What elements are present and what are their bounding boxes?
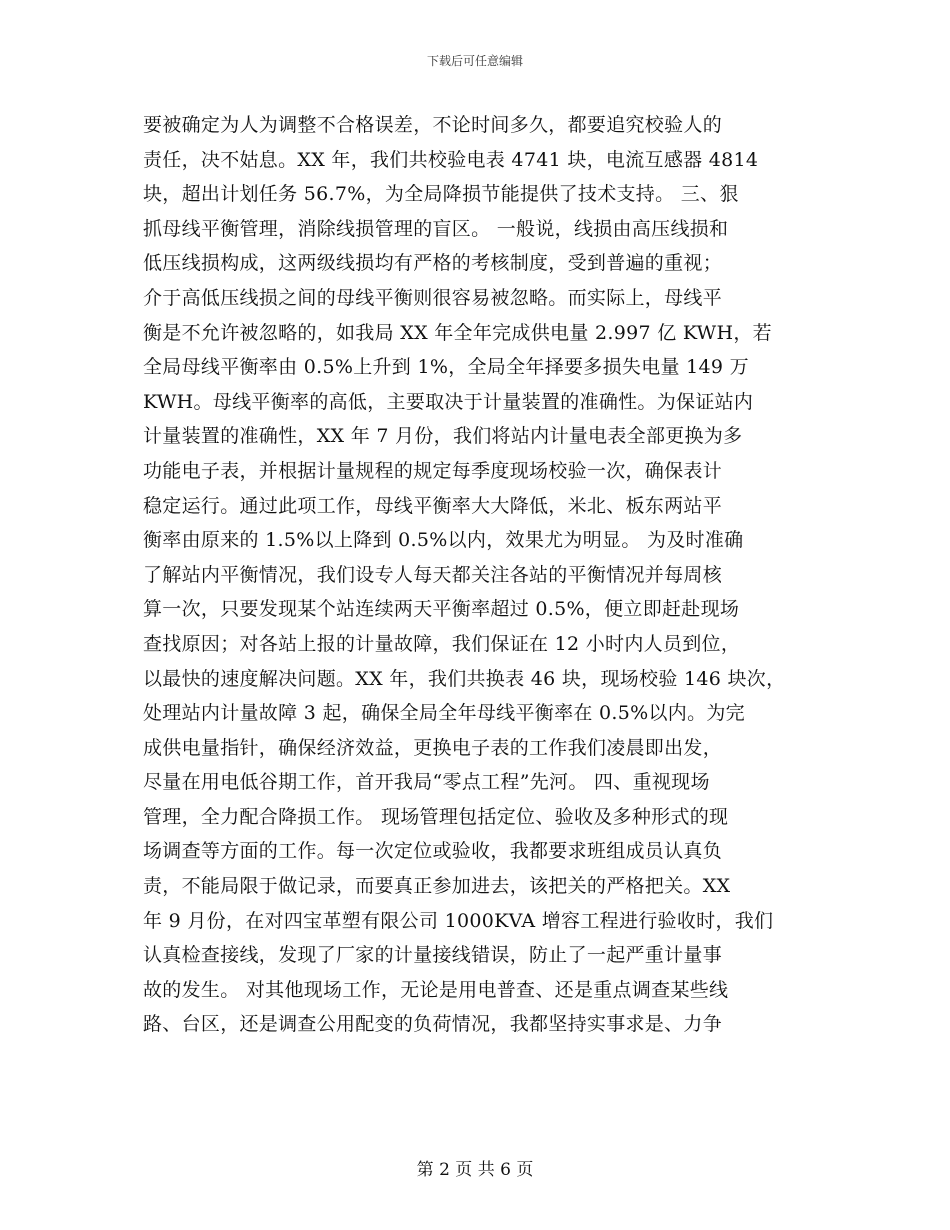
text-line: 路、台区，还是调查公用配变的负荷情况，我都坚持实事求是、力争	[143, 1013, 723, 1036]
text-line: 低压线损构成，这两级线损均有严格的考核制度，受到普遍的重视；	[143, 252, 723, 275]
text-line: 成供电量指针，确保经济效益，更换电子表的工作我们凌晨即出发，	[143, 736, 723, 759]
text-line: 全局母线平衡率由 0.5%上升到 1%，全局全年择要多损失电量 149 万	[143, 356, 749, 379]
text-line: 管理，全力配合降损工作。 现场管理包括定位、验收及多种形式的现	[143, 805, 729, 828]
text-line: 介于高低压线损之间的母线平衡则很容易被忽略。而实际上，母线平	[143, 286, 723, 309]
text-line: 认真检查接线，发现了厂家的计量接线错误，防止了一起严重计量事	[143, 944, 723, 967]
text-line: 故的发生。 对其他现场工作，无论是用电普查、还是重点调查某些线	[143, 978, 729, 1001]
page-header: 下载后可任意编辑	[426, 54, 523, 68]
page-number-footer: 第 2 页 共 6 页	[416, 1160, 534, 1180]
text-line: 场调查等方面的工作。每一次定位或验收，我都要求班组成员认真负	[143, 840, 723, 863]
text-line: 功能电子表，并根据计量规程的规定每季度现场校验一次，确保表计	[143, 459, 723, 482]
text-line: 要被确定为人为调整不合格误差，不论时间多久，都要追究校验人的	[143, 114, 723, 136]
text-line: KWH。母线平衡率的高低，主要取决于计量装置的准确性。为保证站内	[143, 390, 754, 413]
text-line: 责，不能局限于做记录，而要真正参加进去，该把关的严格把关。XX	[143, 875, 731, 898]
text-line: 算一次，只要发现某个站连续两天平衡率超过 0.5%，便立即赶赴现场	[143, 598, 740, 621]
text-line: 计量装置的准确性，XX 年 7 月份，我们将站内计量电表全部更换为多	[143, 425, 743, 448]
text-line: 块，超出计划任务 56.7%，为全局降损节能提供了技术支持。 三、狠	[143, 183, 739, 206]
text-line: 衡率由原来的 1.5%以上降到 0.5%以内，效果尤为明显。 为及时准确	[143, 529, 744, 552]
text-line: 了解站内平衡情况，我们设专人每天都关注各站的平衡情况并每周核	[143, 563, 723, 586]
text-line: 查找原因；对各站上报的计量故障，我们保证在 12 小时内人员到位，	[143, 632, 741, 655]
text-line: 衡是不允许被忽略的，如我局 XX 年全年完成供电量 2.997 亿 KWH，若	[143, 321, 772, 344]
text-line: 稳定运行。通过此项工作，母线平衡率大大降低，米北、板东两站平	[143, 494, 723, 517]
text-line: 年 9 月份，在对四宝革塑有限公司 1000KVA 增容工程进行验收时，我们	[143, 909, 774, 932]
text-line: 处理站内计量故障 3 起，确保全局全年母线平衡率在 0.5%以内。为完	[143, 702, 745, 725]
text-line: 以最快的速度解决问题。XX 年，我们共换表 46 块，现场校验 146 块次，	[143, 667, 786, 690]
text-line: 抓母线平衡管理，消除线损管理的盲区。 一般说，线损由高压线损和	[143, 217, 729, 240]
text-line: 尽量在用电低谷期工作，首开我局“零点工程”先河。 四、重视现场	[143, 771, 710, 794]
text-line: 责任，决不姑息。XX 年，我们共校验电表 4741 块，电流互感器 4814	[143, 148, 759, 171]
body-text	[143, 108, 823, 1042]
